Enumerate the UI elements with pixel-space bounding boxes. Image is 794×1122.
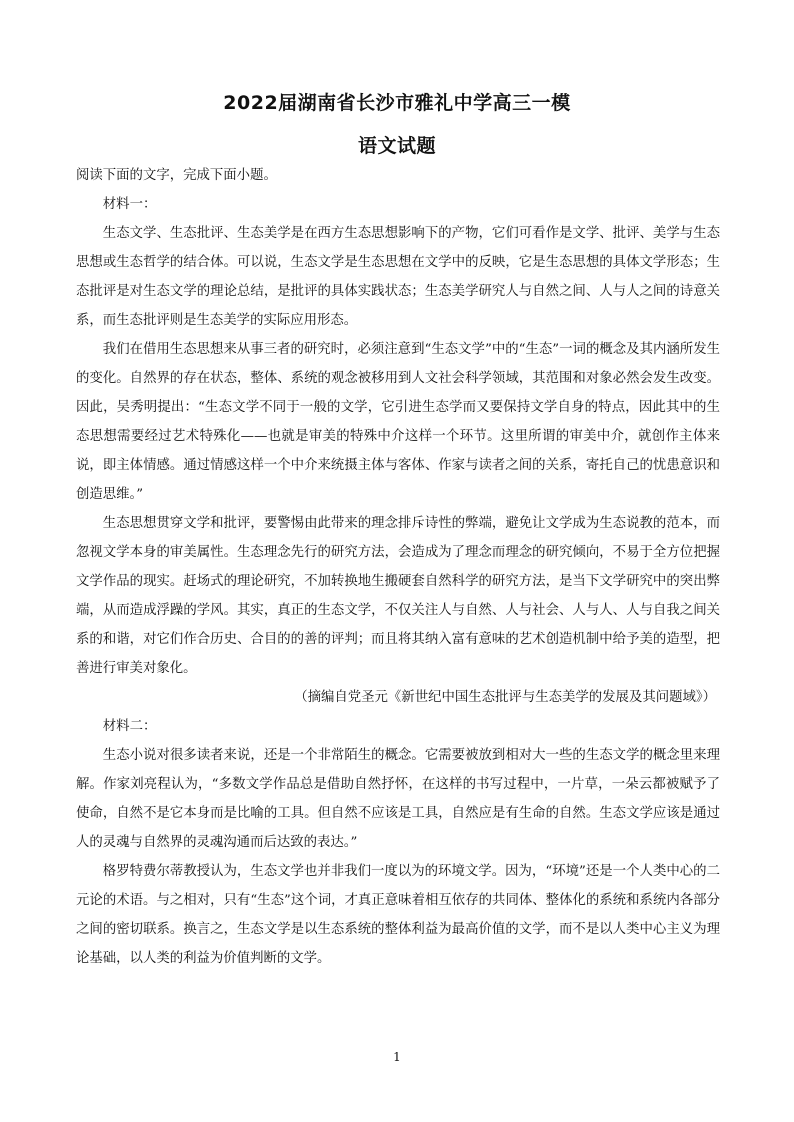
material1-paragraph: 我们在借用生态思想来从事三者的研究时，必须注意到“生态文学”中的“生态”一词的概念及其内涵所发生的变化。自然界的存在状态，整体、系统的观念被移用到人文社会科学领域，其范围和对象必然会发生改变。因此，吴秀明提出：“生态文学不同于一般的文学，它引进生态学而又要保持文学自身的特点，因此其中的生态思想需要经过艺术特殊化——也就是审美的特殊中介这样一个环节。这里所谓的审美中介，就创作主体来说，即主体情感。通过情感这样一个中介来统摄主体与客体、作家与读者之间的关系，寄托自己的忧患意识和创造思维。” — [76, 342, 720, 502]
instruction-text: 阅读下面的文字，完成下面小题。 — [76, 168, 277, 183]
material2-heading: 材料二： — [102, 719, 157, 734]
exam-subtitle: 语文试题 — [357, 135, 436, 157]
exam-title: 2022届湖南省长沙市雅礼中学高三一模 — [223, 92, 571, 114]
material1-paragraph: 生态文学、生态批评、生态美学是在西方生态思想影响下的产物，它们可看作是文学、批评、美学与生态思想或生态哲学的结合体。可以说，生态文学是生态思想在文学中的反映，它是生态思想的具体文学形态；生态批评是对生态文学的理论总结，是批评的具体实践状态；生态美学研究人与自然之间、人与人之间的诗意关系，而生态批评则是生态美学的实际应用形态。 — [76, 226, 720, 328]
material1-paragraph: 生态思想贯穿文学和批评，要警惕由此带来的理念排斥诗性的弊端，避免让文学成为生态说教的范本，而忽视文学本身的审美属性。生态理念先行的研究方法，会造成为了理念而理念的研究倾向，不易于全方位把握文学作品的现实。赶场式的理论研究，不加转换地生搬硬套自然科学的研究方法，是当下文学研究中的突出弊端，从而造成浮躁的学风。其实，真正的生态文学，不仅关注人与自然、人与社会、人与人、人与自我之间关系的和谐，对它们作合历史、合目的的善的评判；而且将其纳入富有意味的艺术创造机制中给予美的造型，把善进行审美对象化。 — [76, 516, 720, 676]
page-number: 1 — [393, 1050, 401, 1064]
material1-source: （摘编自党圣元《新世纪中国生态批评与生态美学的发展及其问题域》） — [294, 690, 716, 705]
material2-paragraph: 格罗特费尔蒂教授认为，生态文学也并非我们一度以为的环境文学。因为，“环境”还是一个人类中心的二元论的术语。与之相对，只有“生态”这个词，才真正意味着相互依存的共同体、整体化的系统和系统内各部分之间的密切联系。换言之，生态文学是以生态系统的整体利益为最高价值的文学，而不是以人类中心主义为理论基础，以人类的利益为价值判断的文学。 — [76, 864, 720, 966]
reading-passage — [76, 161, 720, 973]
material2-paragraph: 生态小说对很多读者来说，还是一个非常陌生的概念。它需要被放到相对大一些的生态文学的概念里来理解。作家刘亮程认为，“多数文学作品总是借助自然抒怀，在这样的书写过程中，一片草，一朵云都被赋予了使命，自然不是它本身而是比喻的工具。但自然不应该是工具，自然应是有生命的自然。生态文学应该是通过人的灵魂与自然界的灵魂沟通而后达致的表达。” — [76, 748, 720, 850]
material1-heading: 材料一： — [102, 197, 157, 212]
